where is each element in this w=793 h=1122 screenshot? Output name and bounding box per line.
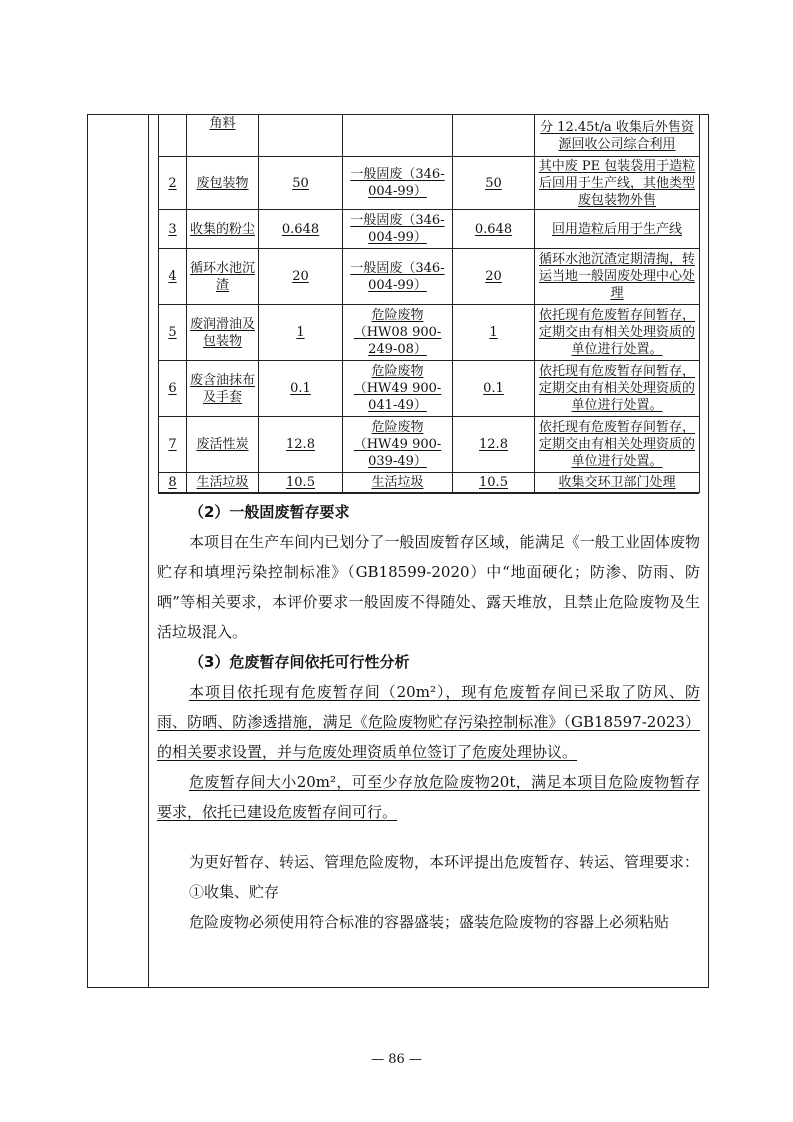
disposal-method: 收集交环卫部门处理 (535, 473, 700, 493)
row-no: 5 (159, 305, 187, 361)
waste-category: 一般固废（346-004-99） (343, 249, 453, 305)
waste-name: 废活性炭 (187, 417, 259, 473)
waste-amount: 1 (259, 305, 343, 361)
disposal-amount: 0.648 (453, 210, 535, 249)
row-no: 8 (159, 473, 187, 493)
list-item-collection-storage: ①收集、贮存 (189, 883, 280, 901)
solid-waste-table (158, 114, 700, 493)
table-row (159, 473, 700, 493)
row-no (159, 115, 187, 157)
disposal-method: 其中废 PE 包装袋用于造粒后回用于生产线，其他类型废包装物外售 (535, 157, 700, 210)
disposal-amount: 0.1 (453, 361, 535, 417)
section-3-paragraph-3: 为更好暂存、转运、管理危险废物，本环评提出危废暂存、转运、管理要求： (189, 853, 700, 871)
table-row (159, 361, 700, 417)
row-no: 6 (159, 361, 187, 417)
waste-amount: 12.8 (259, 417, 343, 473)
table-row (159, 305, 700, 361)
waste-name: 生活垃圾 (187, 473, 259, 493)
waste-amount: 0.648 (259, 210, 343, 249)
table-row (159, 115, 700, 157)
row-no: 4 (159, 249, 187, 305)
section-3-heading: （3）危废暂存间依托可行性分析 (189, 653, 410, 671)
table-bottom-rule (158, 492, 699, 494)
waste-name: 废润滑油及包装物 (187, 305, 259, 361)
waste-category: 危险废物（HW08 900-249-08） (343, 305, 453, 361)
waste-name: 循环水池沉渣 (187, 249, 259, 305)
disposal-amount: 1 (453, 305, 535, 361)
disposal-amount: 50 (453, 157, 535, 210)
table-row (159, 157, 700, 210)
waste-category: 一般固废（346-004-99） (343, 157, 453, 210)
disposal-amount: 10.5 (453, 473, 535, 493)
disposal-method: 依托现有危废暂存间暂存，定期交由有相关处理资质的单位进行处置。 (535, 417, 700, 473)
waste-amount: 50 (259, 157, 343, 210)
section-2-body: 本项目在生产车间内已划分了一般固废暂存区域，能满足《一般工业固体废物贮存和填埋污染控制标准》（GB18599-2020）中“地面硬化；防渗、防雨、防晒”等相关要求，本评价要求一般固废不得随处、露天堆放，且禁止危险废物及生活垃圾混入。 (157, 533, 700, 641)
waste-category: 生活垃圾 (343, 473, 453, 493)
page-number: — 86 — (371, 1052, 422, 1067)
waste-category: 危险废物（HW49 900-041-49） (343, 361, 453, 417)
row-no: 7 (159, 417, 187, 473)
waste-category (343, 115, 453, 157)
section-2-heading: （2）一般固废暂存要求 (189, 503, 350, 521)
waste-name: 废含油抹布及手套 (187, 361, 259, 417)
disposal-method: 回用造粒后用于生产线 (535, 210, 700, 249)
row-no: 3 (159, 210, 187, 249)
disposal-method: 分 12.45t/a 收集后外售资源回收公司综合利用 (535, 115, 700, 157)
disposal-method: 依托现有危废暂存间暂存，定期交由有相关处理资质的单位进行处置。 (535, 361, 700, 417)
section-3-paragraph-2: 危废暂存间大小20m²，可至少存放危险废物20t，满足本项目危险废物暂存要求，依托已建设危废暂存间可行。 (157, 773, 700, 821)
disposal-amount: 20 (453, 249, 535, 305)
disposal-amount (453, 115, 535, 157)
paragraph-gap (157, 827, 700, 847)
waste-name: 角料 (187, 115, 259, 157)
table-row (159, 249, 700, 305)
waste-name: 废包装物 (187, 157, 259, 210)
waste-amount: 0.1 (259, 361, 343, 417)
waste-category: 危险废物（HW49 900-039-49） (343, 417, 453, 473)
disposal-amount: 12.8 (453, 417, 535, 473)
waste-amount: 20 (259, 249, 343, 305)
table-row (159, 417, 700, 473)
section-3-paragraph-1: 本项目依托现有危废暂存间（20m²），现有危废暂存间已采取了防风、防雨、防晒、防渗透措施，满足《危险废物贮存污染控制标准》（GB18597-2023）的相关要求设置，并与危废处理资质单位签订了危废处理协议。 (157, 683, 700, 761)
waste-amount (259, 115, 343, 157)
body-text (157, 497, 700, 937)
frame-divider (148, 114, 149, 988)
section-3-paragraph-4: 危险废物必须使用符合标准的容器盛装；盛装危险废物的容器上必须粘贴 (189, 913, 670, 931)
table-row (159, 210, 700, 249)
row-no: 2 (159, 157, 187, 210)
waste-name: 收集的粉尘 (187, 210, 259, 249)
disposal-method: 循环水池沉渣定期清掏，转运当地一般固废处理中心处理 (535, 249, 700, 305)
waste-category: 一般固废（346-004-99） (343, 210, 453, 249)
disposal-method: 依托现有危废暂存间暂存，定期交由有相关处理资质的单位进行处置。 (535, 305, 700, 361)
waste-amount: 10.5 (259, 473, 343, 493)
